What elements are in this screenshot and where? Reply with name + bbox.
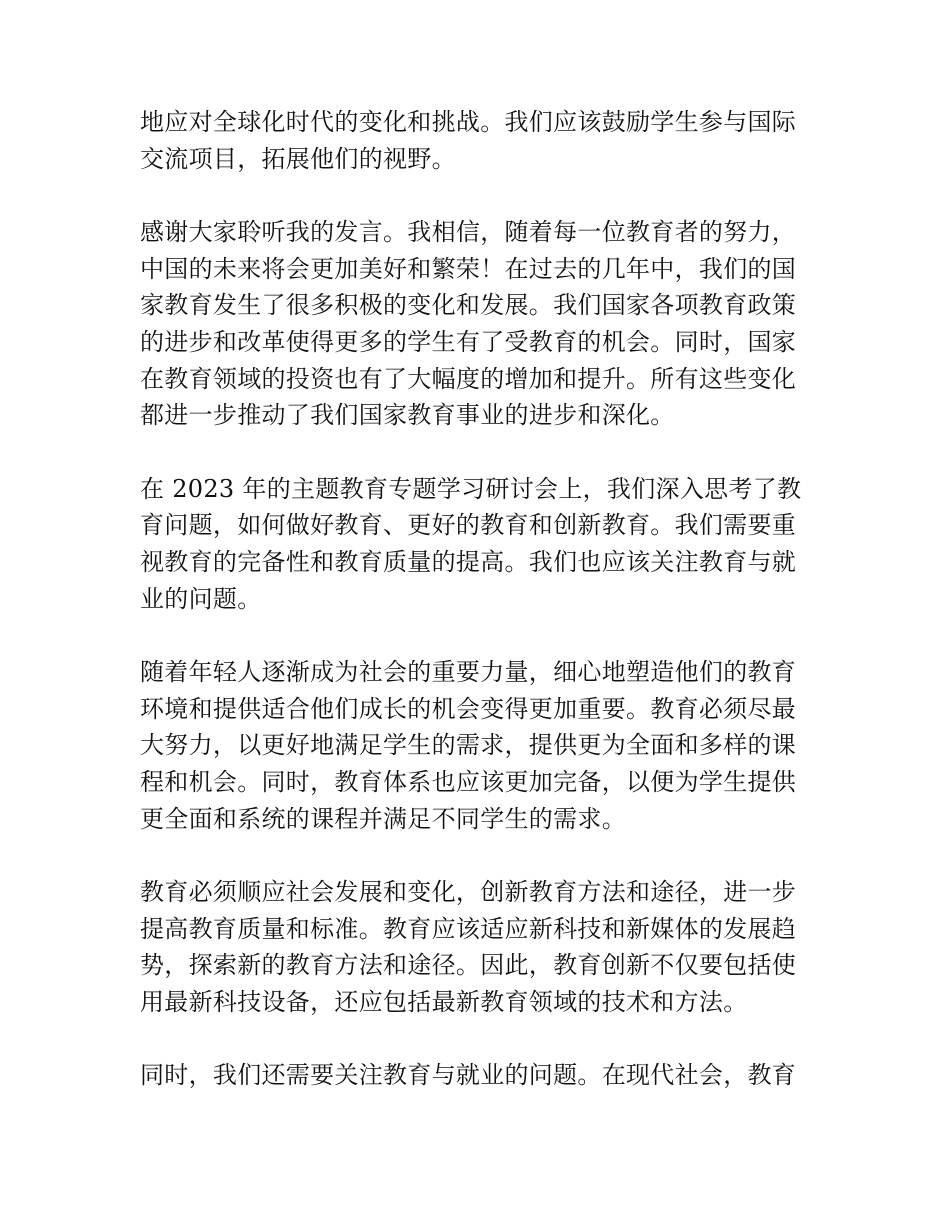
paragraph — [140, 654, 812, 837]
paragraph — [140, 104, 812, 177]
paragraph — [140, 874, 812, 1020]
text-line: 地应对全球化时代的变化和挑战。我们应该鼓励学生参与国际 — [140, 108, 797, 136]
text-line: 随着年轻人逐渐成为社会的重要力量，细心地塑造他们的教育 — [140, 658, 797, 687]
text-line: 感谢大家聆听我的发言。我相信，随着每一位教育者的努力， — [140, 218, 797, 247]
text-line: 提高教育质量和标准。教育应该适应新科技和新媒体的发展趋 — [140, 914, 797, 943]
text-line: 同时，我们还需要关注教育与就业的问题。在现代社会，教育 — [140, 1061, 797, 1090]
text-line: 在教育领域的投资也有了大幅度的增加和提升。所有这些变化 — [140, 364, 797, 393]
text-line: 教育必须顺应社会发展和变化，创新教育方法和途径，进一步 — [140, 878, 797, 907]
text-line: 更全面和系统的课程并满足不同学生的需求。 — [140, 804, 626, 833]
text-line: 都进一步推动了我们国家教育事业的进步和深化。 — [140, 401, 675, 430]
text-line: 势，探索新的教育方法和途径。因此，教育创新不仅要包括使 — [140, 951, 797, 980]
text-line: 在 2023 年的主题教育专题学习研讨会上，我们深入思考了教 — [140, 474, 802, 503]
text-line: 大努力，以更好地满足学生的需求，提供更为全面和多样的课 — [140, 731, 797, 760]
paragraph — [140, 471, 812, 617]
text-line: 的进步和改革使得更多的学生有了受教育的机会。同时，国家 — [140, 327, 797, 356]
text-line: 程和机会。同时，教育体系也应该更加完备，以便为学生提供 — [140, 767, 797, 796]
text-line: 业的问题。 — [140, 584, 262, 613]
document-body — [140, 104, 812, 1131]
text-line: 视教育的完备性和教育质量的提高。我们也应该关注教育与就 — [140, 547, 797, 576]
text-line: 育问题，如何做好教育、更好的教育和创新教育。我们需要重 — [140, 511, 797, 540]
text-line: 家教育发生了很多积极的变化和发展。我们国家各项教育政策 — [140, 291, 797, 320]
text-line: 环境和提供适合他们成长的机会变得更加重要。教育必须尽最 — [140, 694, 797, 723]
text-line: 用最新科技设备，还应包括最新教育领域的技术和方法。 — [140, 987, 748, 1016]
paragraph — [140, 214, 812, 434]
text-line: 中国的未来将会更加美好和繁荣！在过去的几年中，我们的国 — [140, 254, 797, 283]
paragraph — [140, 1057, 812, 1094]
text-line: 交流项目，拓展他们的视野。 — [140, 144, 456, 173]
